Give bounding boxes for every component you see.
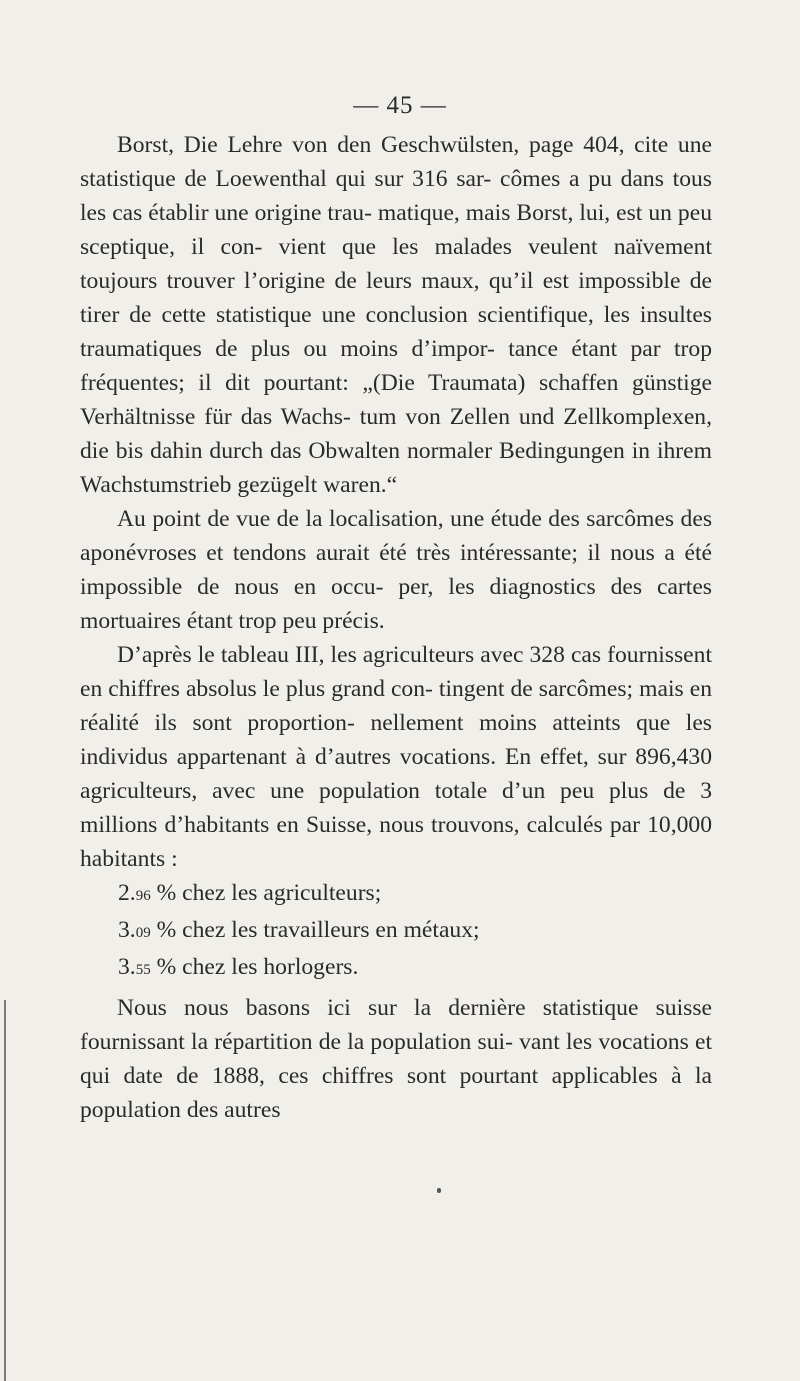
paragraph-borst: Borst, Die Lehre von den Geschwülsten, page 404, cite une statistique de Loewenthal qui sur 316 sar- cômes a pu dans tous les cas établir une origine trau- matique, mais Borst, lui, est un peu sceptique, il con- vient que les malades veulent naïvement toujours trouver l’origine de leurs maux, qu’il est impossible de tirer de cette statistique une conclusion scientifique, les insultes traumatiques de plus ou moins d’impor- tance étant par trop fréquentes; il dit pourtant: „(Die Traumata) schaffen günstige Verhältnisse für das Wachs- tum von Zellen und Zellkomplexen, die bis dahin durch das Obwalten normaler Bedingungen in ihrem Wachstumstrieb gezügelt waren.“: [80, 132, 712, 498]
rate-metaux: 3.09 % chez les travailleurs en métaux;: [118, 917, 480, 943]
rates-list: [80, 876, 712, 987]
paragraph-agriculteurs: D’après le tableau III, les agriculteurs avec 328 cas fournissent en chiffres absolus le plus grand con- tingent de sarcômes; mais en réalité ils sont proportion- nellement moins atteints que les individus appartenant à d’autres vocations. En effet, sur 896,430 agriculteurs, avec une population totale d’un peu plus de 3 millions d’habitants en Suisse, nous trouvons, calculés par 10,000 habitants :: [80, 642, 712, 872]
paragraph-statistique: Nous nous basons ici sur la dernière statistique suisse fournissant la répartition de la population sui- vant les vocations et qui date de 1888, ces chiffres sont pourtant applicables à la population des autres: [80, 995, 712, 1123]
rate-agriculteurs: 2.96 % chez les agriculteurs;: [118, 880, 382, 906]
page-edge-shadow: [4, 1000, 6, 1381]
body-text: [80, 128, 712, 1127]
ink-speck: [437, 1188, 441, 1193]
page-number: — 45 —: [353, 92, 447, 119]
rate-horlogers: 3.55 % chez les horlogers.: [118, 954, 359, 980]
paragraph-localisation: Au point de vue de la localisation, une étude des sarcômes des aponévroses et tendons aurait été très intéressante; il nous a été impossible de nous en occu- per, les diagnostics des cartes mortuaires étant trop peu précis.: [80, 506, 712, 634]
